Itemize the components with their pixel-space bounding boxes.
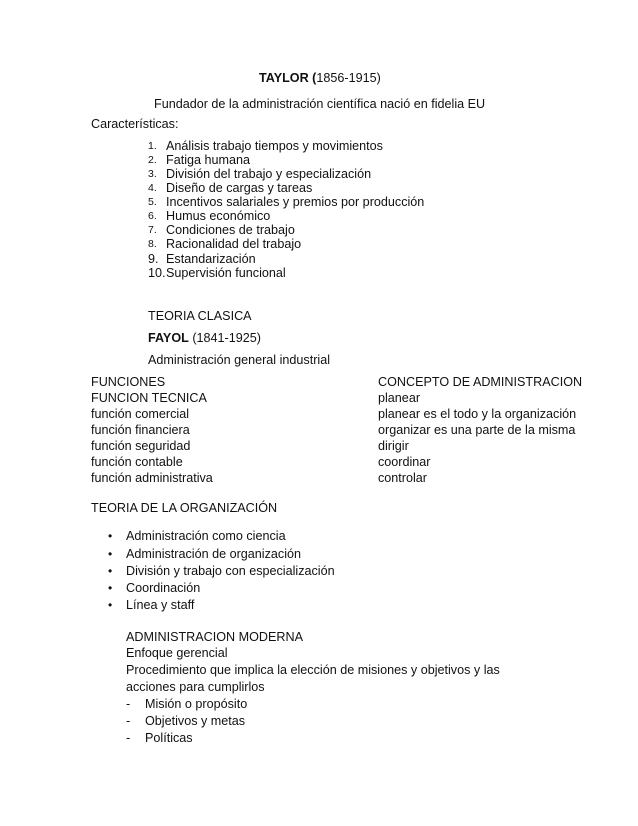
organizacion-heading: TEORIA DE LA ORGANIZACIÓN [91,501,278,515]
list-item: Supervisión funcional [166,266,286,280]
characteristics-label: Características: [91,117,179,131]
moderna-heading: ADMINISTRACION MODERNA [126,630,304,644]
concepto-header: CONCEPTO DE ADMINISTRACION [378,375,583,389]
funcion-item: función administrativa [91,471,213,485]
bullet-icon: • [108,581,113,595]
list-number: 10. [148,266,166,280]
bullet-icon: • [108,598,113,612]
concepto-item: dirigir [378,439,409,453]
list-number: 2. [148,154,157,166]
list-number: 9. [148,252,159,266]
funcion-item: función contable [91,455,183,469]
bullet-item: Línea y staff [126,598,195,612]
funcion-item: función comercial [91,407,189,421]
list-item: Racionalidad del trabajo [166,237,302,251]
list-number: 4. [148,182,157,194]
moderna-desc-line2: acciones para cumplirlos [126,680,265,694]
bullet-icon: • [108,547,113,561]
list-number: 6. [148,210,157,222]
list-item: Fatiga humana [166,153,251,167]
taylor-founder: Fundador de la administración científica nació en fidelia EU [154,97,486,111]
list-item: Estandarización [166,252,256,266]
concepto-item: organizar es una parte de la misma [378,423,576,437]
funciones-header: FUNCIONES [91,375,166,389]
fayol-years: (1841-1925) [188,331,261,345]
concepto-item: controlar [378,471,427,485]
fayol-line [148,331,261,346]
fayol-name: FAYOL [148,331,189,345]
funcion-item: función seguridad [91,439,191,453]
list-number: 7. [148,224,157,236]
dash-item: Políticas [145,731,193,745]
funcion-item: FUNCION TECNICA [91,391,207,405]
list-number: 3. [148,168,157,180]
concepto-item: coordinar [378,455,431,469]
list-number: 5. [148,196,157,208]
dash-marker: - [126,697,131,711]
bullet-icon: • [108,529,113,543]
taylor-heading [259,71,381,86]
list-item: Humus económico [166,209,271,223]
list-item: División del trabajo y especialización [166,167,372,181]
list-item: Condiciones de trabajo [166,223,295,237]
bullet-item: Administración de organización [126,547,302,561]
list-item: Incentivos salariales y premios por producción [166,195,425,209]
bullet-item: División y trabajo con especialización [126,564,335,578]
dash-item: Misión o propósito [145,697,248,711]
concepto-item: planear [378,391,421,405]
bullet-item: Administración como ciencia [126,529,286,543]
dash-item: Objetivos y metas [145,714,246,728]
taylor-years: 1856-1915) [316,71,381,85]
list-number: 8. [148,238,157,250]
bullet-icon: • [108,564,113,578]
moderna-sub: Enfoque gerencial [126,646,228,660]
clasica-subtitle: Administración general industrial [148,353,331,367]
dash-marker: - [126,731,131,745]
taylor-paren: ( [308,71,317,85]
taylor-name: TAYLOR [259,71,309,85]
concepto-item: planear es el todo y la organización [378,407,577,421]
funcion-item: función financiera [91,423,190,437]
list-number: 1. [148,140,157,152]
moderna-desc-line1: Procedimiento que implica la elección de misiones y objetivos y las [126,663,500,677]
list-item: Análisis trabajo tiempos y movimientos [166,139,383,153]
clasica-heading: TEORIA CLASICA [148,309,252,323]
bullet-item: Coordinación [126,581,201,595]
list-item: Diseño de cargas y tareas [166,181,313,195]
dash-marker: - [126,714,131,728]
